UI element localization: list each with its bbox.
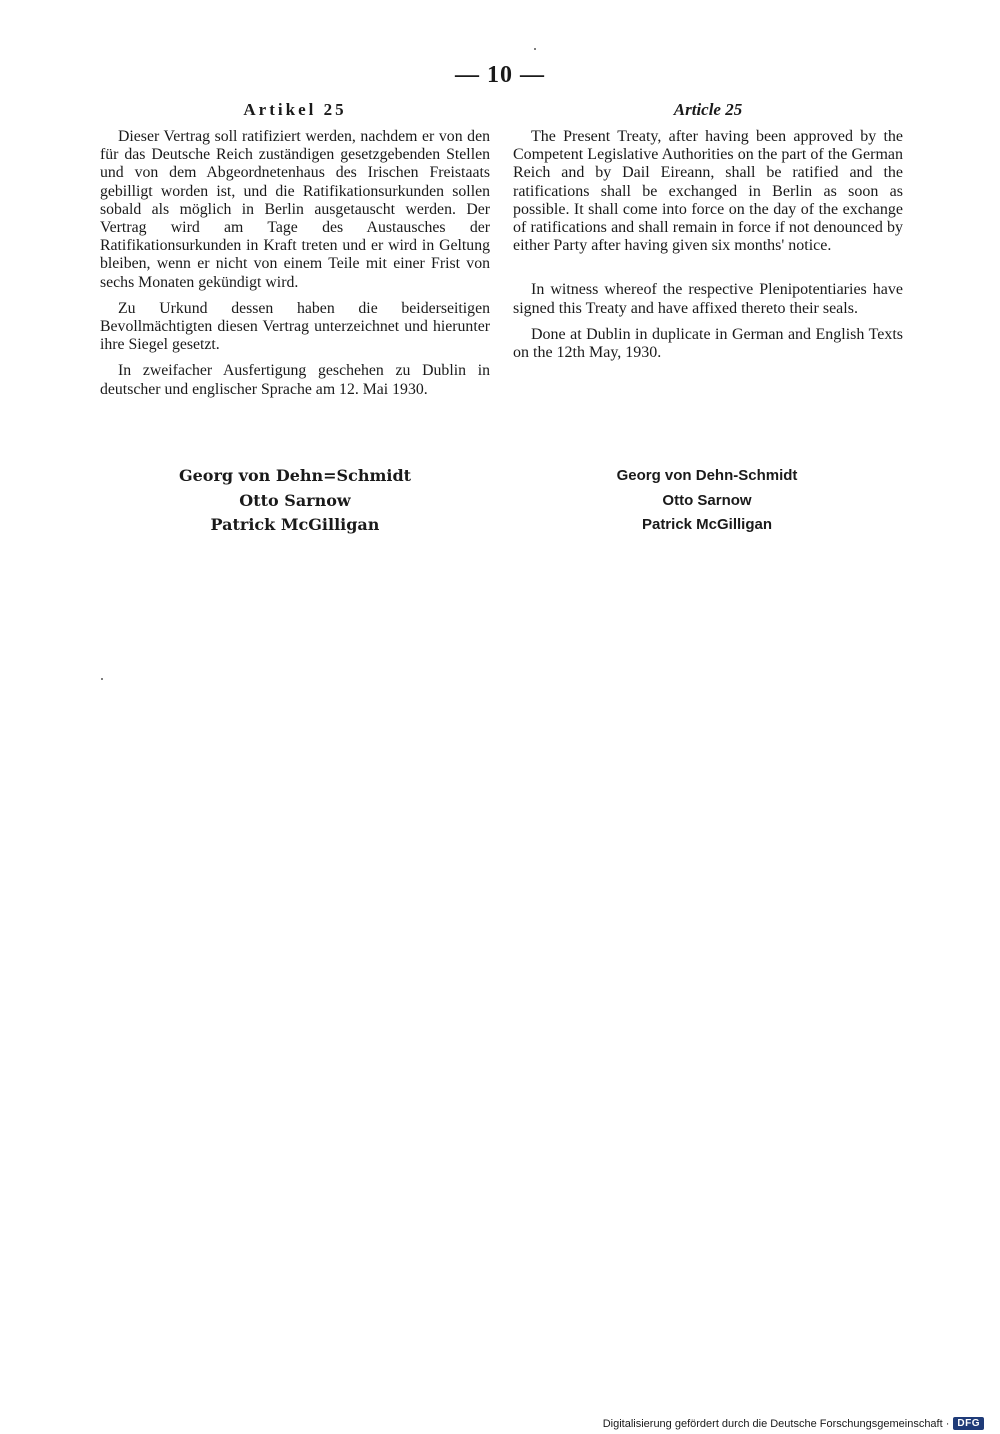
english-paragraph-ratification: The Present Treaty, after having been approved by the Competent Legislative Authorities on the part of the German Reich and by Dail Eireann, shall be ratified and the ratifications shall be exchanged in Berlin as soon as possible. It shall come into force on the day of the exchange of ratifications and shall remain in force if not denounced by either Party after having given six months' notice.	[513, 128, 903, 255]
footer-text: Digitalisierung gefördert durch die Deutsche Forschungsgemeinschaft ·	[602, 1417, 950, 1430]
german-paragraph-witness: Zu Urkund dessen haben die beiderseitigen Bevollmächtigten diesen Vertrag unterzeichnet und hierunter ihre Siegel gesetzt.	[100, 299, 490, 354]
english-paragraph-witness: In witness whereof the respective Plenipotentiaries have signed this Treaty and have affixed thereto their seals.	[513, 281, 903, 317]
german-signature-dehn-schmidt: Georg von Dehn=Schmidt	[178, 466, 412, 485]
english-column	[513, 100, 903, 362]
dfg-logo-icon: DFG	[953, 1417, 984, 1430]
english-article-title: Article 25	[673, 100, 743, 119]
german-signatures	[95, 464, 495, 538]
german-column	[100, 100, 490, 399]
english-signatures	[507, 464, 907, 538]
german-article-title: Artikel 25	[243, 100, 347, 119]
german-paragraph-done-at: In zweifacher Ausfertigung geschehen zu Dublin in deutscher und englischer Sprache am 12. Mai 1930.	[100, 362, 490, 398]
scan-speck	[101, 678, 103, 680]
german-signature-mcgilligan: Patrick McGilligan	[210, 515, 380, 534]
english-signature-mcgilligan: Patrick McGilligan	[641, 516, 773, 533]
english-paragraph-done-at: Done at Dublin in duplicate in German and English Texts on the 12th May, 1930.	[513, 325, 903, 362]
page-number: — 10 —	[455, 62, 545, 88]
footer	[603, 1417, 984, 1430]
german-signature-sarnow: Otto Sarnow	[239, 490, 351, 510]
scan-speck	[534, 48, 536, 50]
english-signature-sarnow: Otto Sarnow	[662, 491, 752, 509]
german-paragraph-ratification: Dieser Vertrag soll ratifiziert werden, nachdem er von den für das Deutsche Reich zuständigen gesetzgebenden Stellen und von dem Abgeordnetenhaus des Irischen Freistaats gebilligt worden ist, und die Ratifikationsurkunden sollen sobald als möglich in Berlin ausgetauscht werden. Der Vertrag wird am Tage des Austausches der Ratifikationsurkunden in Kraft treten und er wird in Geltung bleiben, wenn er nicht von einem Teile mit einer Frist von sechs Monaten gekündigt wird.	[100, 128, 490, 291]
english-signature-dehn-schmidt: Georg von Dehn-Schmidt	[616, 467, 798, 484]
